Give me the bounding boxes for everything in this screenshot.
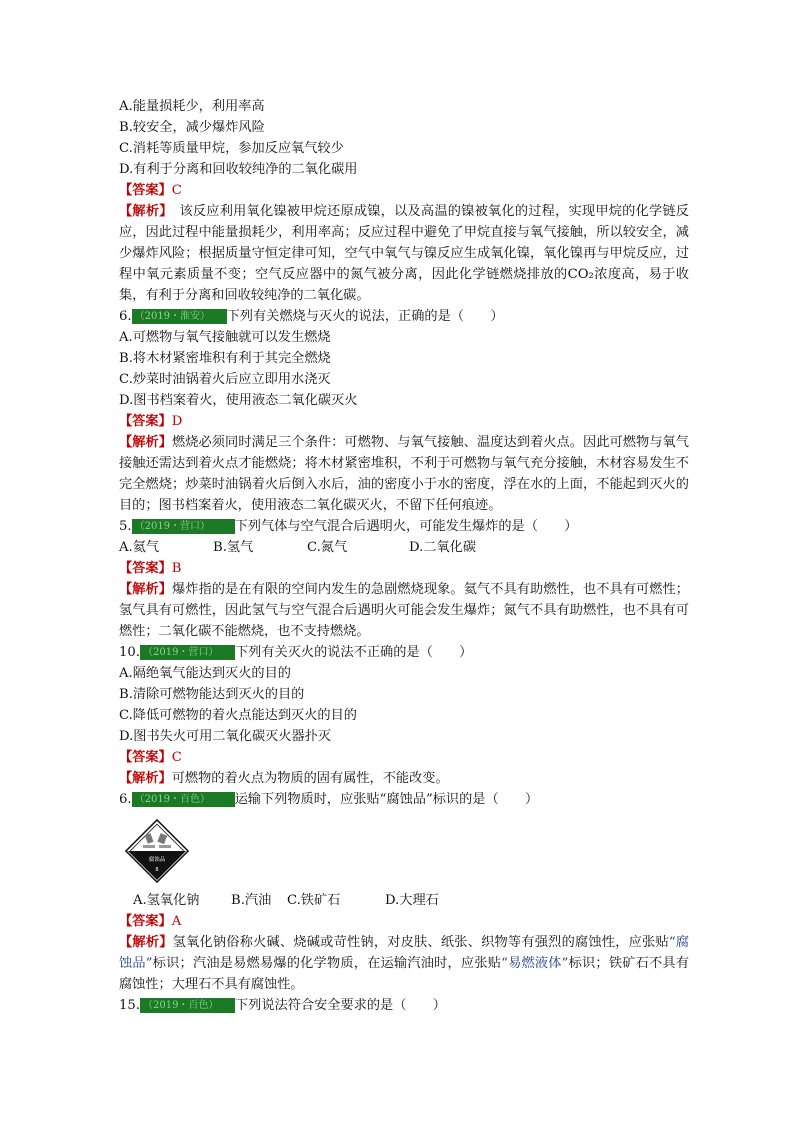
choices-row: [119, 537, 689, 558]
answer-label: 【答案】: [119, 183, 172, 198]
option: C.降低可燃物的着火点能达到灭火的目的: [119, 708, 357, 723]
option: C.消耗等质量甲烷，参加反应氧气较少: [119, 141, 344, 156]
option: D.图书档案着火，使用液态二氧化碳灭火: [119, 393, 358, 408]
question-stem: [119, 789, 689, 810]
answer-value: C: [171, 750, 182, 765]
sign-class: 8: [155, 867, 159, 873]
question-stem: [119, 642, 689, 663]
choice: D.二氧化碳: [409, 540, 477, 555]
answer-line: [119, 747, 689, 768]
choice: B.汽油: [231, 893, 272, 908]
source-tag: （2019・百色）: [140, 998, 235, 1013]
answer-line: [119, 180, 689, 201]
answer-line: [119, 911, 689, 932]
analysis-paragraph: [119, 768, 689, 789]
question-stem: [119, 995, 689, 1016]
choice: C.铁矿石: [287, 893, 341, 908]
analysis-label: 【解析】: [119, 435, 173, 450]
option: B.将木材紧密堆积有利于其完全燃烧: [119, 351, 331, 366]
question-number: 6.: [119, 792, 132, 807]
option: A.可燃物与氧气接触就可以发生燃烧: [119, 330, 331, 345]
choices-row: [119, 890, 689, 911]
source-tag: （2019・营口）: [132, 519, 235, 534]
analysis-label: 【解析】: [119, 771, 172, 786]
question-text: 下列有关灭火的说法不正确的是（ ）: [234, 645, 473, 660]
answer-value: A: [171, 914, 182, 929]
option: C.炒菜时油锅着火后应立即用水浇灭: [119, 372, 331, 387]
choice: A.氦气: [119, 540, 160, 555]
analysis-paragraph: [119, 432, 689, 516]
question-number: 6.: [119, 309, 132, 324]
sign-container: [119, 810, 689, 888]
option: B.较安全，减少爆炸风险: [119, 120, 265, 135]
analysis-label: 【解析】: [119, 935, 173, 950]
highlight-term: “易燃液体”: [501, 956, 569, 971]
analysis-label: 【解析】: [119, 204, 167, 219]
option: A.隔绝氧气能达到灭火的目的: [119, 666, 291, 681]
source-tag: （2019・营口）: [140, 645, 235, 660]
answer-value: D: [171, 414, 183, 429]
option: D.有利于分离和回收较纯净的二氧化碳用: [119, 162, 358, 177]
choice: C.氮气: [307, 540, 348, 555]
analysis-paragraph: [119, 579, 689, 642]
corrosive-hazard-sign-icon: [122, 816, 192, 886]
highlight-term: “腐蚀品”: [119, 935, 690, 971]
answer-value: C: [171, 183, 182, 198]
question-stem: [119, 516, 689, 537]
analysis-paragraph: [119, 201, 689, 306]
question-number: 5.: [119, 519, 132, 534]
analysis-text: 该反应利用氧化镍被甲烷还原成镍，以及高温的镍被氧化的过程，实现甲烷的化学链反应，因此过程中能量损耗少，利用率高；反应过程中避免了甲烷直接与氧气接触，所以较安全，减少爆炸风险；根据质量守恒定律可知，空气中氧气与镍反应生成氧化镍，氧化镍再与甲烷反应，过程中氧元素质量不变；空气反应器中的氮气被分离，因此化学链燃烧排放的CO₂浓度高，易于收集，有利于分离和回收较纯净的二氧化碳。: [119, 204, 689, 303]
source-tag: （2019・淮安）: [132, 309, 227, 324]
answer-label: 【答案】: [119, 914, 172, 929]
sign-label: 腐蚀品: [148, 857, 166, 863]
question-number: 15.: [119, 998, 140, 1013]
answer-label: 【答案】: [119, 750, 172, 765]
option: D.图书失火可用二氧化碳灭火器扑灭: [119, 729, 332, 744]
question-number: 10.: [119, 645, 140, 660]
analysis-label: 【解析】: [119, 582, 173, 597]
question-stem: [119, 306, 689, 327]
choice: D.大理石: [385, 893, 439, 908]
choice: A.氢氧化钠: [133, 893, 200, 908]
analysis-text: 氢氧化钠俗称火碱、烧碱或苛性钠，对皮肤、纸张、织物等有强烈的腐蚀性，应张贴: [172, 935, 669, 950]
option: B.清除可燃物能达到灭火的目的: [119, 687, 305, 702]
analysis-text: 标识；汽油是易燃易爆的化学物质，在运输汽油时，应张贴: [152, 956, 502, 971]
analysis-text: 标识；铁矿石不具有腐蚀性；大理石不具有腐蚀性。: [119, 956, 690, 992]
answer-value: B: [171, 561, 182, 576]
choice: B.氢气: [213, 540, 254, 555]
answer-line: [119, 411, 689, 432]
option: A.能量损耗少，利用率高: [119, 99, 265, 114]
question-text: 下列气体与空气混合后遇明火，可能发生爆炸的是（ ）: [234, 519, 578, 534]
question-text: 运输下列物质时，应张贴“腐蚀品”标识的是（ ）: [234, 792, 539, 807]
question-text: 下列有关燃烧与灭火的说法，正确的是（ ）: [226, 309, 504, 324]
answer-line: [119, 558, 689, 579]
answer-label: 【答案】: [119, 561, 172, 576]
source-tag: （2019・百色）: [132, 792, 235, 807]
analysis-paragraph: [119, 932, 689, 995]
analysis-text: 爆炸指的是在有限的空间内发生的急剧燃烧现象。氦气不具有助燃性，也不具有可燃性；氢气具有可燃性，因此氢气与空气混合后遇明火可能会发生爆炸；氮气不具有助燃性，也不具有可燃性；二氧化碳不能燃烧，也不支持燃烧。: [119, 582, 689, 639]
analysis-text: 燃烧必须同时满足三个条件：可燃物、与氧气接触、温度达到着火点。因此可燃物与氧气接触还需达到着火点才能燃烧；将木材紧密堆积，不利于可燃物与氧气充分接触，木材容易发生不完全燃烧；炒菜时油锅着火后倒入水后，油的密度小于水的密度，浮在水的上面，不能起到灭火的目的；图书档案着火，使用液态二氧化碳灭火，不留下任何痕迹。: [119, 435, 689, 513]
answer-label: 【答案】: [119, 414, 172, 429]
analysis-text: 可燃物的着火点为物质的固有属性，不能改变。: [171, 771, 449, 786]
document-page: [119, 96, 689, 1016]
question-text: 下列说法符合安全要求的是（ ）: [234, 998, 446, 1013]
